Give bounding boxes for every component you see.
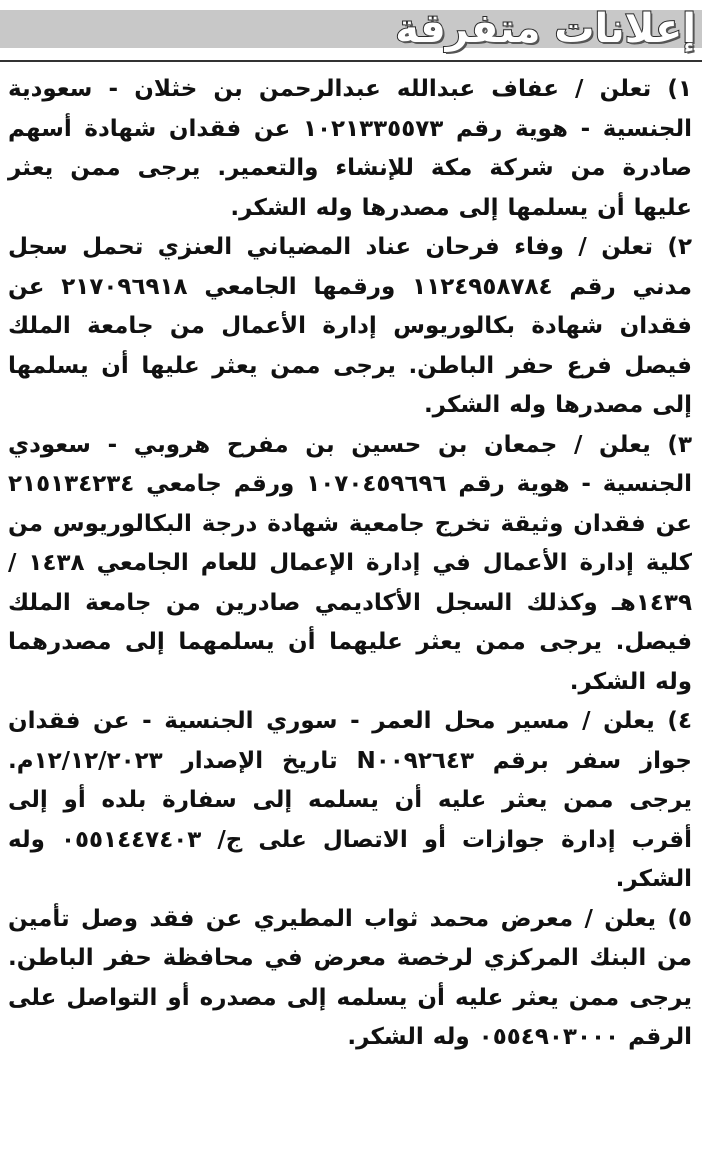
header-divider [0,60,702,62]
ad-item-1: ١) تعلن / عفاف عبدالله عبدالرحمن بن خثلان - سعودية الجنسية - هوية رقم ١٠٢١٣٣٥٥٧٣ عن فقدان شهادة أسهم صادرة من شركة مكة للإنشاء والتعمير. يرجى ممن يعثر عليها أن يسلمها إلى مصدرها وله الشكر. [8,76,692,221]
section-title: إعلانات متفرقة [395,6,696,52]
ad-item-2: ٢) تعلن / وفاء فرحان عناد المضياني العنزي تحمل سجل مدني رقم ١١٢٤٩٥٨٧٨٤ ورقمها الجامعي ٢١٧٠٩٦٩١٨ عن فقدان شهادة بكالوريوس إدارة الأعمال من جامعة الملك فيصل فرع حفر الباطن. يرجى ممن يعثر عليها أن يسلمها إلى مصدرها وله الشكر. [8,234,692,418]
ad-item-5: ٥) يعلن / معرض محمد ثواب المطيري عن فقد وصل تأمين من البنك المركزي لرخصة معرض في محافظة حفر الباطن. يرجى ممن يعثر عليه أن يسلمه إلى مصدره أو التواصل على الرقم ٠٥٥٤٩٠٣٠٠٠ وله الشكر. [8,905,692,1050]
ad-item-3: ٣) يعلن / جمعان بن حسين بن مفرح هروبي - سعودي الجنسية - هوية رقم ١٠٧٠٤٥٩٦٩٦ ورقم جامعي ٢١٥١٣٤٢٣٤ عن فقدان وثيقة تخرج جامعية شهادة درجة البكالوريوس من كلية إدارة الأعمال في إدارة الإعمال للعام الجامعي ١٤٣٨ / ١٤٣٩هـ وكذلك السجل الأكاديمي صادرين من جامعة الملك فيصل. يرجى ممن يعثر عليهما أن يسلمهما إلى مصدرهما وله الشكر. [8,431,692,695]
ads-list [8,70,692,1170]
section-header [0,0,702,62]
ad-item-4: ٤) يعلن / مسير محل العمر - سوري الجنسية - عن فقدان جواز سفر برقم N٠٠٩٢٦٤٣ تاريخ الإصدار ١٢/١٢/٢٠٢٣م. يرجى ممن يعثر عليه أن يسلمه إلى سفارة بلده أو إلى أقرب إدارة جوازات أو الاتصال على ج/ ٠٥٥١٤٤٧٤٠٣ وله الشكر. [8,708,692,892]
